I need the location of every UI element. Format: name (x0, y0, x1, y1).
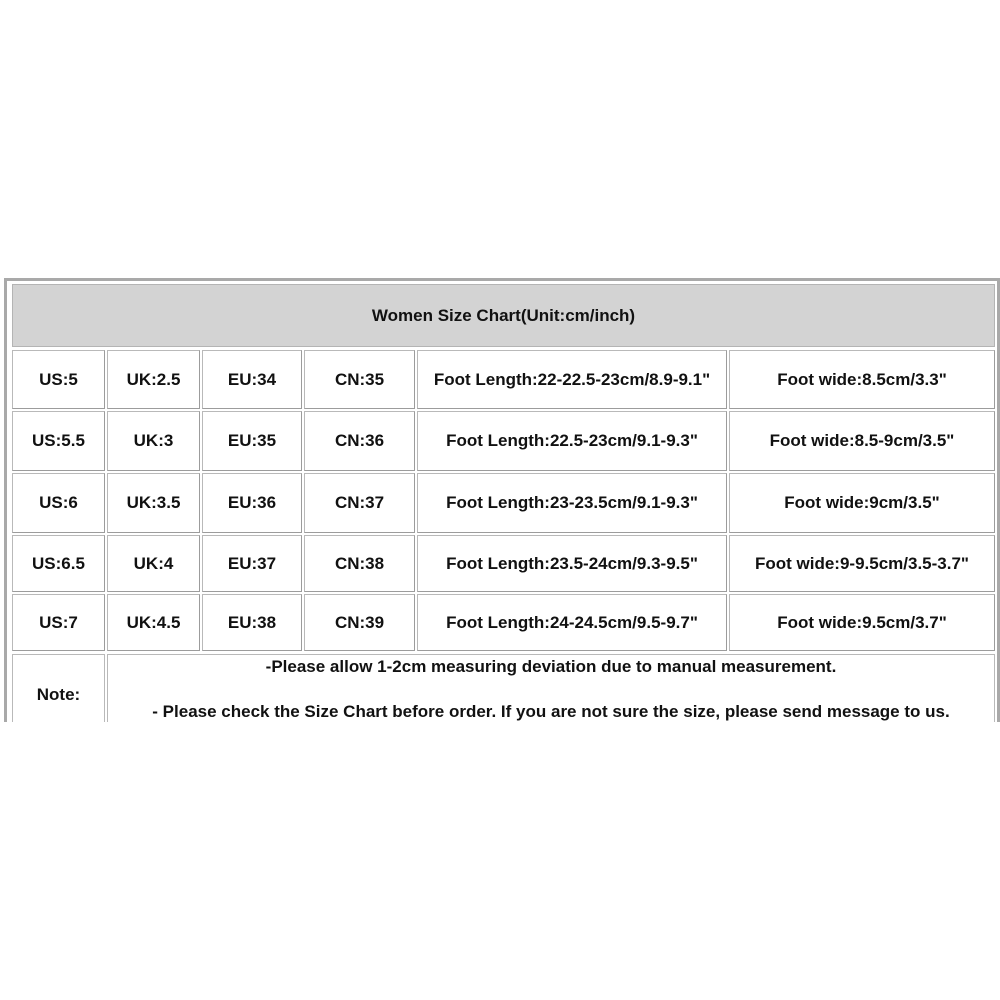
cell-foot-width: Foot wide:9.5cm/3.7" (729, 594, 995, 651)
cell-foot-length: Foot Length:22.5-23cm/9.1-9.3" (417, 411, 727, 471)
cell-uk-size: UK:4.5 (107, 594, 200, 651)
cell-cn-size: CN:39 (304, 594, 415, 651)
cell-uk-size: UK:4 (107, 535, 200, 592)
note-line-2: - Please check the Size Chart before order. If you are not sure the size, please send message to us. (152, 702, 950, 721)
note-text (107, 654, 995, 722)
cell-us-size: US:5.5 (12, 411, 105, 471)
cell-foot-width: Foot wide:8.5cm/3.3" (729, 350, 995, 409)
cell-foot-length: Foot Length:24-24.5cm/9.5-9.7" (417, 594, 727, 651)
note-label: Note: (12, 654, 105, 722)
cell-foot-width: Foot wide:9-9.5cm/3.5-3.7" (729, 535, 995, 592)
table-title: Women Size Chart(Unit:cm/inch) (12, 284, 995, 347)
cell-uk-size: UK:2.5 (107, 350, 200, 409)
cell-foot-length: Foot Length:23-23.5cm/9.1-9.3" (417, 473, 727, 533)
cell-foot-width: Foot wide:8.5-9cm/3.5" (729, 411, 995, 471)
cell-eu-size: EU:34 (202, 350, 302, 409)
cell-cn-size: CN:38 (304, 535, 415, 592)
cell-us-size: US:6 (12, 473, 105, 533)
cell-foot-length: Foot Length:22-22.5-23cm/8.9-9.1" (417, 350, 727, 409)
size-chart-table (4, 278, 1000, 722)
cell-foot-width: Foot wide:9cm/3.5" (729, 473, 995, 533)
cell-us-size: US:6.5 (12, 535, 105, 592)
cell-us-size: US:7 (12, 594, 105, 651)
cell-foot-length: Foot Length:23.5-24cm/9.3-9.5" (417, 535, 727, 592)
cell-cn-size: CN:36 (304, 411, 415, 471)
cell-eu-size: EU:38 (202, 594, 302, 651)
cell-eu-size: EU:37 (202, 535, 302, 592)
cell-cn-size: CN:35 (304, 350, 415, 409)
cell-eu-size: EU:36 (202, 473, 302, 533)
note-line-1: -Please allow 1-2cm measuring deviation due to manual measurement. (265, 657, 837, 676)
cell-uk-size: UK:3 (107, 411, 200, 471)
cell-us-size: US:5 (12, 350, 105, 409)
cell-eu-size: EU:35 (202, 411, 302, 471)
cell-cn-size: CN:37 (304, 473, 415, 533)
cell-uk-size: UK:3.5 (107, 473, 200, 533)
